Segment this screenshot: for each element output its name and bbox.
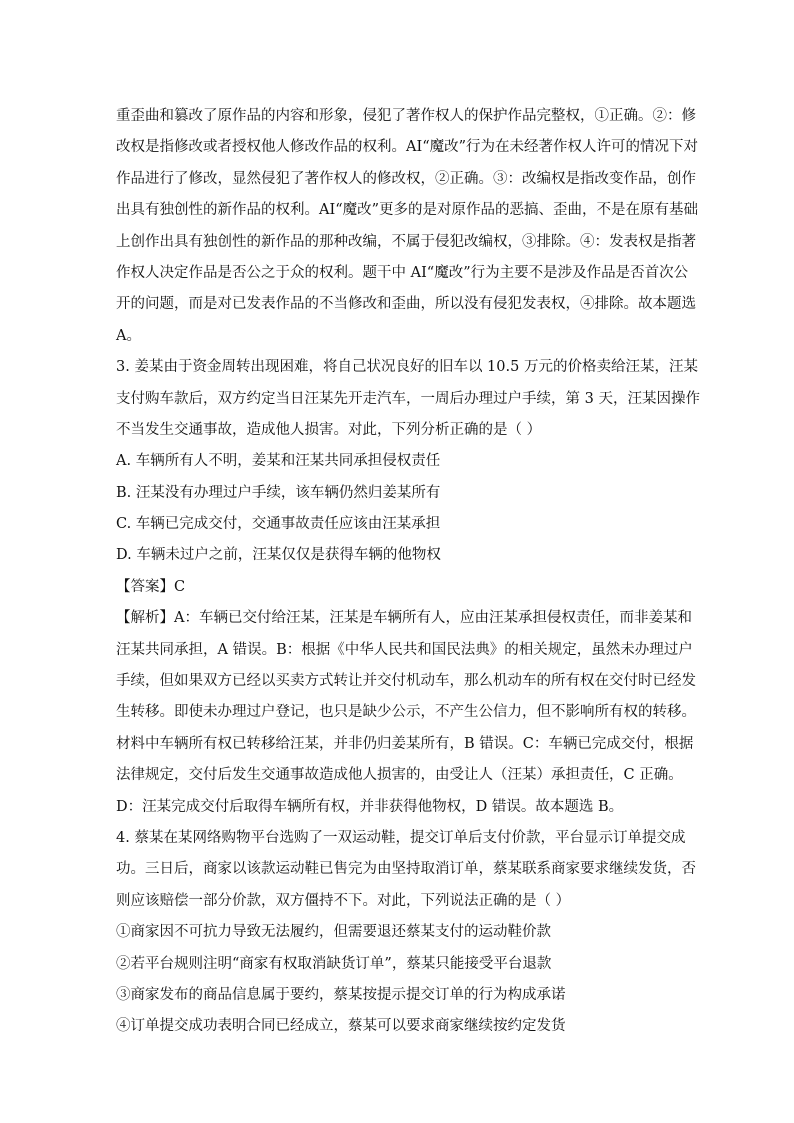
question-3-stem: 支付购车款后，双方约定当日汪某先开走汽车，一周后办理过户手续，第 3 天，汪某因操作: [116, 390, 700, 407]
question-4-statement-1: ①商家因不可抗力导致无法履约，但需要退还蔡某支付的运动鞋价款: [116, 924, 551, 941]
question-3-option-b: B. 汪某没有办理过户手续，该车辆仍然归姜某所有: [116, 484, 441, 501]
analysis-line: 生转移。即使未办理过户登记，也只是缺少公示，不产生公信力，但不影响所有权的转移。: [116, 704, 696, 721]
text-line: 作品进行了修改，显然侵犯了著作权人的修改权，②正确。③：改编权是指改变作品，创作: [116, 170, 696, 187]
question-3-stem: 不当发生交通事故，造成他人损害。对此，下列分析正确的是（ ）: [116, 421, 542, 438]
text-line: 出具有独创性的新作品的权利。AI“魔改”更多的是对原作品的恶搞、歪曲，不是在原有基础: [116, 202, 699, 219]
question-3-option-c: C. 车辆已完成交付，交通事故责任应该由汪某承担: [116, 516, 441, 533]
text-line: 作权人决定作品是否公之于众的权利。题干中 AI“魔改”行为主要不是涉及作品是否首次公: [116, 264, 689, 281]
text-line: 上创作出具有独创性的新作品的那种改编，不属于侵犯改编权，③排除。④：发表权是指著: [116, 233, 696, 250]
text-line: 重歪曲和篡改了原作品的内容和形象，侵犯了著作权人的保护作品完整权，①正确。②：修: [116, 108, 696, 124]
text-line: 开的问题，而是对已发表作品的不当修改和歪曲，所以没有侵犯发表权，④排除。故本题选: [116, 296, 696, 313]
document-body: [116, 101, 700, 1043]
analysis-line: 材料中车辆所有权已转移给汪某，并非仍归姜某所有，B 错误。C：车辆已完成交付，根据: [116, 735, 694, 752]
question-3-option-d: D. 车辆未过户之前，汪某仅仅是获得车辆的他物权: [116, 547, 441, 564]
text-line: A。: [116, 327, 141, 344]
answer-label: 【答案】C: [116, 578, 186, 595]
analysis-line: D：汪某完成交付后取得车辆所有权，并非获得他物权，D 错误。故本题选 B。: [116, 798, 624, 815]
question-4-statement-4: ④订单提交成功表明合同已经成立，蔡某可以要求商家继续按约定发货: [116, 1018, 566, 1035]
question-3-stem: 3. 姜某由于资金周转出现困难，将自己状况良好的旧车以 10.5 万元的价格卖给汪某，汪某: [116, 359, 698, 376]
analysis-line: 法律规定，交付后发生交通事故造成他人损害的，由受让人（汪某）承担责任，C 正确。: [116, 767, 683, 784]
question-3-option-a: A. 车辆所有人不明，姜某和汪某共同承担侵权责任: [116, 453, 441, 470]
analysis-line: 【解析】A：车辆已交付给汪某，汪某是车辆所有人，应由汪某承担侵权责任，而非姜某和: [116, 610, 692, 627]
question-4-statement-2: ②若平台规则注明“商家有权取消缺货订单”，蔡某只能接受平台退款: [116, 955, 552, 972]
analysis-line: 汪某共同承担，A 错误。B：根据《中华人民共和国民法典》的相关规定，虽然未办理过户: [116, 641, 693, 658]
question-4-statement-3: ③商家发布的商品信息属于要约，蔡某按提示提交订单的行为构成承诺: [116, 986, 566, 1003]
question-4-stem: 功。三日后，商家以该款运动鞋已售完为由坚持取消订单，蔡某联系商家要求继续发货，否: [116, 861, 696, 878]
question-4-stem: 4. 蔡某在某网络购物平台选购了一双运动鞋，提交订单后支付价款，平台显示订单提交成: [116, 829, 686, 846]
analysis-line: 手续，但如果双方已经以买卖方式转让并交付机动车，那么机动车的所有权在交付时已经发: [116, 673, 696, 690]
question-4-stem: 则应该赔偿一部分价款，双方僵持不下。对此，下列说法正确的是（ ）: [116, 892, 571, 909]
text-line: 改权是指修改或者授权他人修改作品的权利。AI“魔改”行为在未经著作权人许可的情况下对: [116, 139, 699, 156]
